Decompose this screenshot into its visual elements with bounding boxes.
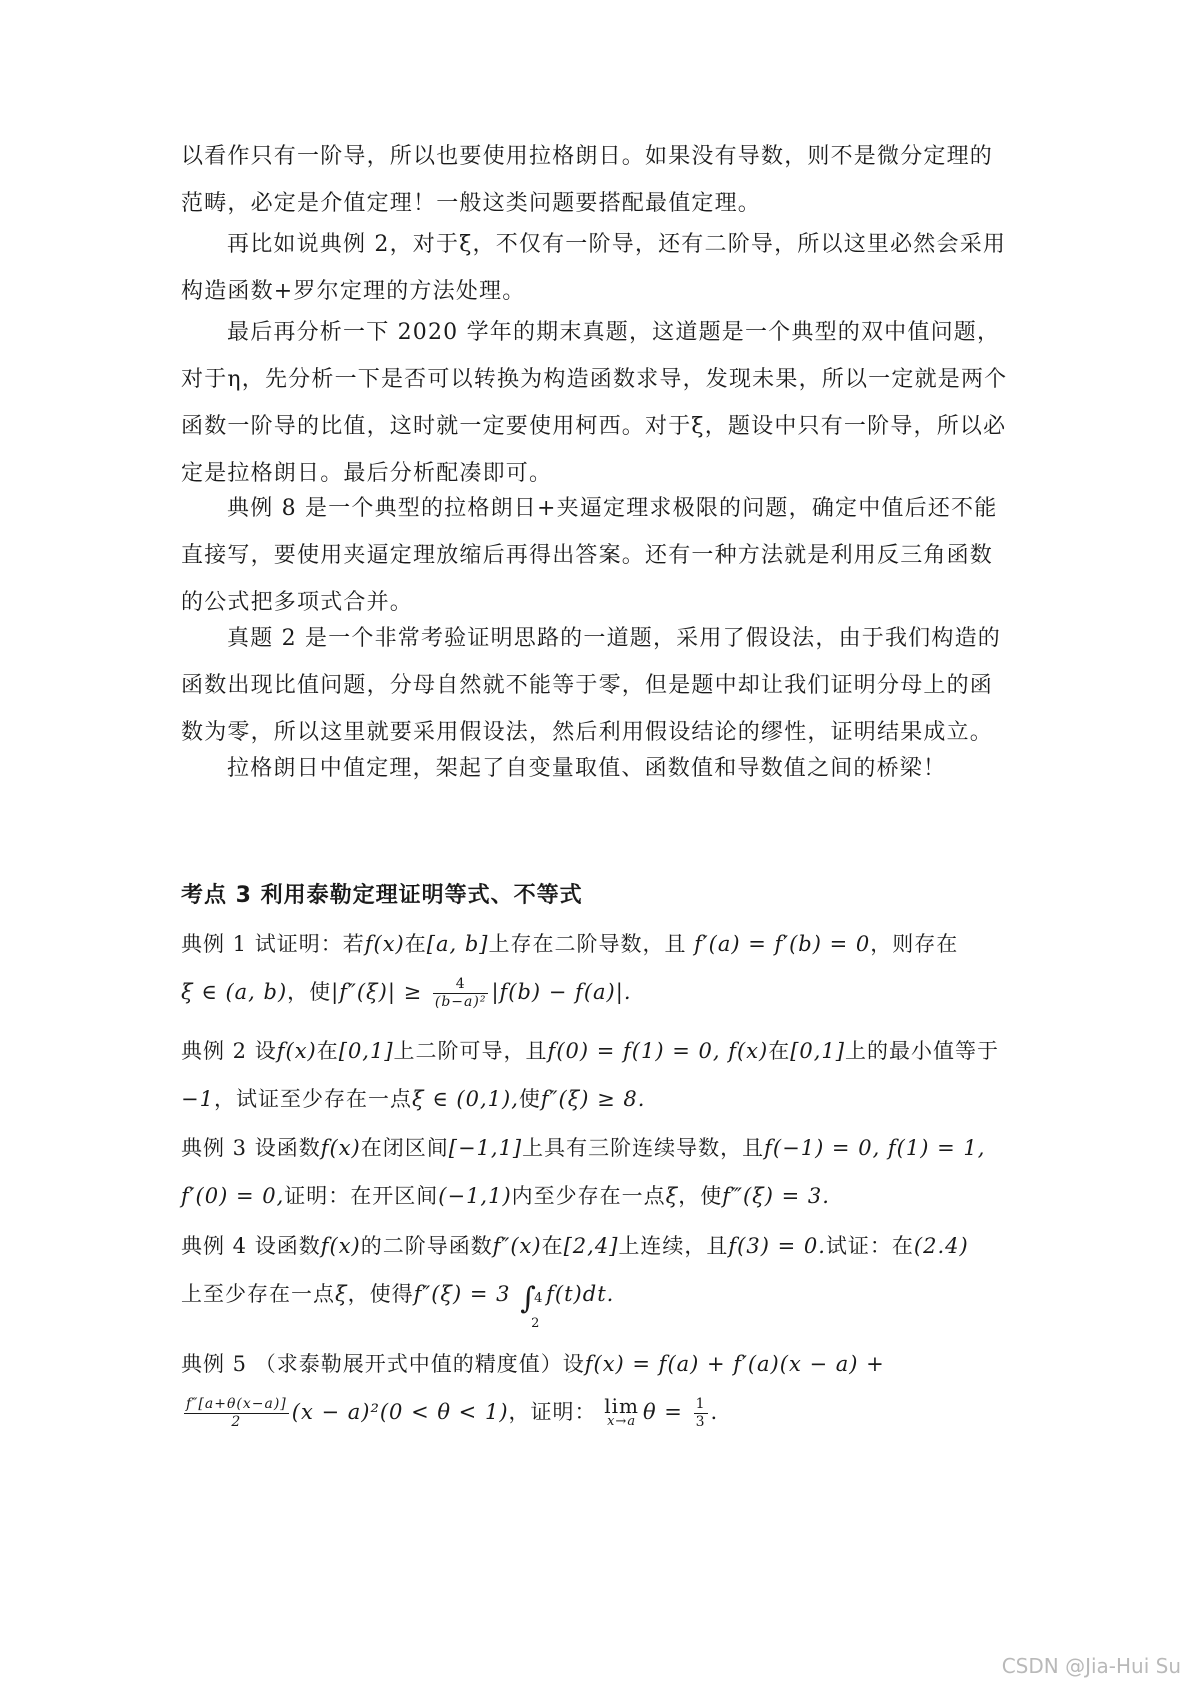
math: f(x): [364, 932, 405, 956]
math: |f(b) − f(a)|.: [491, 980, 632, 1004]
math: (2.4): [913, 1234, 969, 1258]
math: (−1,1): [438, 1184, 512, 1208]
example-text: 内至少存在一点: [511, 1184, 666, 1208]
example-text: 在: [541, 1234, 564, 1258]
example-5: [181, 1340, 1011, 1436]
example-text: 在闭区间: [360, 1136, 449, 1160]
example-label: 典例 2: [181, 1039, 248, 1063]
math: |f″(ξ)| ≥: [331, 980, 423, 1004]
example-text: 在: [404, 932, 427, 956]
example-text: 上至少存在一点: [181, 1282, 335, 1306]
math: ξ ∈ (a, b): [181, 980, 288, 1004]
watermark: CSDN @Jia-Hui Su: [1001, 1654, 1181, 1678]
math: θ =: [642, 1400, 683, 1424]
math: f″(x): [492, 1234, 542, 1258]
fraction-denominator: (b−a)²: [434, 994, 487, 1010]
limit-subscript: x→a: [607, 1413, 637, 1429]
example-text: ，试证至少存在一点: [213, 1087, 412, 1111]
math: f″(ξ) = 3: [413, 1282, 511, 1306]
fraction-numerator: 4: [433, 976, 489, 994]
integral-symbol: ∫: [520, 1280, 537, 1316]
example-text: ，则存在: [870, 932, 959, 956]
math: f(t)dt.: [546, 1282, 615, 1306]
example-text: 设: [254, 1039, 277, 1063]
math: [a, b]: [426, 932, 489, 956]
math: f(x) = f(a) + f′(a)(x − a) +: [584, 1352, 885, 1376]
example-label: 典例 3: [181, 1136, 248, 1160]
example-label: 典例 5: [181, 1352, 248, 1376]
example-text: 上存在二阶导数，且: [488, 932, 695, 956]
example-text: ，证明：: [508, 1400, 597, 1424]
example-text: 上连续，且: [618, 1234, 729, 1258]
math: f(3) = 0.: [728, 1234, 826, 1258]
example-text: 设函数: [254, 1234, 321, 1258]
example-text: 设函数: [254, 1136, 321, 1160]
example-label: 典例 1: [181, 932, 248, 956]
fraction-denominator: 2: [231, 1414, 242, 1430]
example-1: [181, 920, 1011, 1016]
fraction-numerator: f″[a+θ(x−a)]: [186, 1396, 287, 1412]
math: f(x): [320, 1136, 361, 1160]
example-text: 在: [768, 1039, 791, 1063]
math: [0,1]: [338, 1039, 394, 1063]
limit-operator: [604, 1393, 639, 1430]
example-text: 上二阶可导，且: [393, 1039, 548, 1063]
paragraph-3: 最后再分析一下 2020 学年的期末真题，这道题是一个典型的双中值问题，对于η，先分析一下是否可以转换为构造函数求导，发现未果，所以一定就是两个函数一阶导的比值，这时就一定要使用柯西。对于ξ，题设中只有一阶导，所以必定是拉格朗日。最后分析配凑即可。: [181, 320, 1008, 486]
example-label: 典例 4: [181, 1234, 248, 1258]
math: f(x): [276, 1039, 317, 1063]
example-text: ，使: [287, 980, 332, 1004]
math: f″(ξ) ≥ 8.: [540, 1087, 646, 1111]
paragraph-2: 再比如说典例 2，对于ξ，不仅有一阶导，还有二阶导，所以这里必然会采用构造函数+罗尔定理的方法处理。: [181, 232, 1007, 304]
limit-label: lim: [604, 1393, 639, 1418]
math: [−1,1]: [448, 1136, 523, 1160]
integral-sign: [520, 1279, 544, 1331]
example-text: （求泰勒展开式中值的精度值）设: [254, 1352, 585, 1376]
example-text: 在: [316, 1039, 339, 1063]
example-4: [181, 1222, 1011, 1331]
math: .: [710, 1400, 719, 1424]
fraction-denominator: 3: [695, 1414, 706, 1430]
math: ξ ∈ (0,1),: [411, 1087, 519, 1111]
math: f‴(ξ) = 3.: [722, 1184, 830, 1208]
example-3: [181, 1124, 1011, 1220]
example-text: 上的最小值等于: [845, 1039, 999, 1063]
math: −1: [181, 1087, 214, 1111]
paragraph-1: 以看作只有一阶导，所以也要使用拉格朗日。如果没有导数，则不是微分定理的范畴，必定是介值定理！一般这类问题要搭配最值定理。: [181, 144, 994, 216]
math: [0,1]: [790, 1039, 845, 1063]
math: ξ: [665, 1184, 679, 1208]
integral-upper-limit: 4: [534, 1290, 544, 1306]
example-text: 的二阶导函数: [360, 1234, 493, 1258]
example-text: 使: [518, 1087, 541, 1111]
math: (x − a)²(0 < θ < 1): [291, 1400, 509, 1424]
math: f(0) = f(1) = 0, f(x): [547, 1039, 769, 1063]
math: f′(a) = f′(b) = 0: [694, 932, 871, 956]
math: [2,4]: [563, 1234, 619, 1258]
paragraph-4: 典例 8 是一个典型的拉格朗日+夹逼定理求极限的问题，确定中值后还不能直接写，要使用夹逼定理放缩后再得出答案。还有一种方法就是利用反三角函数的公式把多项式合并。: [181, 496, 998, 615]
math: ξ: [335, 1282, 348, 1306]
paragraph-6: 拉格朗日中值定理，架起了自变量取值、函数值和导数值之间的桥梁！: [227, 756, 947, 781]
fraction: [433, 976, 489, 1011]
section-title: 考点 3 利用泰勒定理证明等式、不等式: [181, 883, 583, 908]
fraction: [694, 1396, 708, 1431]
example-text: 上具有三阶连续导数，且: [522, 1136, 765, 1160]
fraction: [184, 1396, 289, 1431]
math: f(x): [320, 1234, 361, 1258]
example-2: [181, 1027, 1011, 1123]
example-text: 试证：在: [825, 1234, 914, 1258]
example-text: ，使得: [347, 1282, 414, 1306]
example-text: ，使: [678, 1184, 723, 1208]
example-text: 证明：在开区间: [284, 1184, 439, 1208]
example-text: 试证明：若: [254, 932, 365, 956]
integral-lower-limit: 2: [531, 1315, 541, 1331]
paragraph-5: 真题 2 是一个非常考验证明思路的一道题，采用了假设法，由于我们构造的函数出现比值问题，分母自然就不能等于零，但是题中却让我们证明分母上的函数为零，所以这里就要采用假设法，然后利用假设结论的缪性，证明结果成立。: [181, 626, 1001, 745]
math: f(−1) = 0, f(1) = 1, f′(0) = 0,: [181, 1136, 986, 1208]
fraction-numerator: 1: [695, 1396, 706, 1412]
